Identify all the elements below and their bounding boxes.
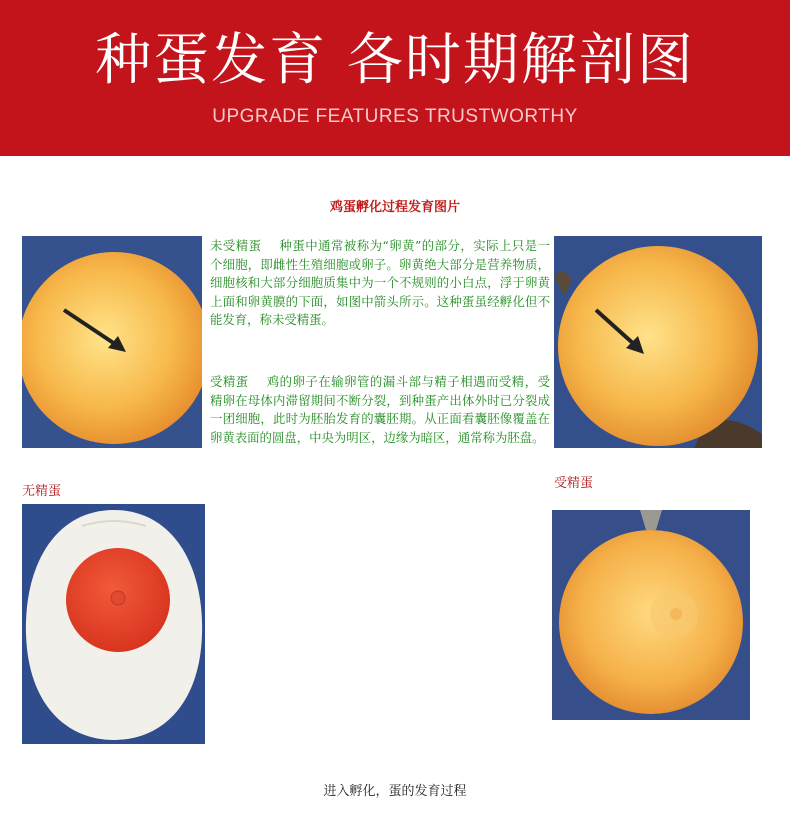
fertilized-yolk-photo [554,236,762,448]
unfertilized-egg-label: 无精蛋 [22,484,62,499]
unfertilized-description [210,237,550,330]
header-banner [0,0,790,156]
banner-title: 种蛋发育 各时期解剖图 [95,28,695,93]
fertilized-description [210,373,550,447]
fertilized-egg-label: 受精蛋 [554,476,594,491]
fertilized-yolk-closeup-photo [552,510,750,720]
unfertilized-egg-photo [22,504,205,744]
unfertilized-yolk-photo [22,236,202,448]
banner-subtitle: UPGRADE FEATURES TRUSTWORTHY [212,106,578,127]
section-caption: 鸡蛋孵化过程发育图片 [329,200,460,215]
bottom-caption: 进入孵化，蛋的发育过程 [323,784,467,799]
fertilized-lead: 受精蛋 [210,374,249,389]
unfertilized-lead: 未受精蛋 [210,238,262,253]
unfertilized-body: 种蛋中通常被称为“卵黄”的部分，实际上只是一个细胞，即雌性生殖细胞或卵子。卵黄绝大部分是营养物质，细胞核和大部分细胞质集中为一个不规则的小白点，浮于卵黄上面和卵黄膜的下面，如图中箭头所示。这种蛋虽经孵化但不能发育，称未受精蛋。 [210,238,551,328]
fertilized-body: 鸡的卵子在输卵管的漏斗部与精子相遇而受精，受精卵在母体内滞留期间不断分裂，到种蛋产出体外时已分裂成一团细胞，此时为胚胎发育的囊胚期。从正面看囊胚像覆盖在卵黄表面的圆盘，中央为明区，边缘为暗区，通常称为胚盘。 [210,374,551,445]
